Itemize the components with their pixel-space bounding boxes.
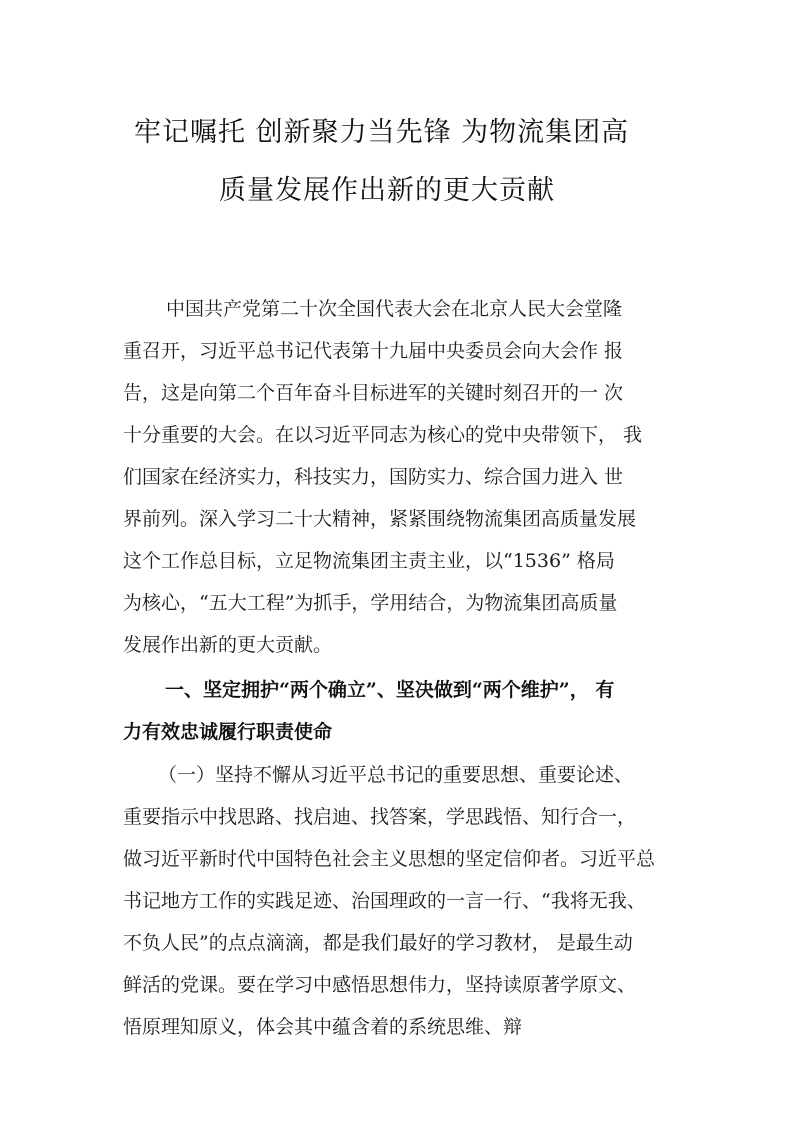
section-heading-line-2: 力有效忠诚履行职责使命 [123, 721, 333, 743]
paragraph-1-line-7: 这个工作总目标，立足物流集团主责主业，以“1536” 格局 [123, 550, 615, 572]
paragraph-1-line-9: 发展作出新的更大贡献。 [123, 634, 333, 656]
paragraph-2-line-6: 鲜活的党课。要在学习中感悟思想伟力，坚持读原著学原文、 [123, 974, 637, 996]
paragraph-2-line-7: 悟原理知原义，体会其中蕴含着的系统思维、辩 [123, 1016, 523, 1038]
document-title-line-2: 质量发展作出新的更大贡献 [219, 175, 555, 206]
paragraph-2-line-1: （一）坚持不懈从习近平总书记的重要思想、重要论述、 [158, 764, 634, 786]
paragraph-1-line-4: 十分重要的大会。在以习近平同志为核心的党中央带领下， 我 [123, 424, 643, 446]
paragraph-1-line-1: 中国共产党第二十次全国代表大会在北京人民大会堂隆 [166, 298, 623, 320]
document-title-line-1: 牢记嘱托 创新聚力当先锋 为物流集团高 [134, 117, 630, 148]
paragraph-2-line-3: 做习近平新时代中国特色社会主义思想的坚定信仰者。习近平总 [123, 848, 656, 870]
paragraph-1-line-2: 重召开，习近平总书记代表第十九届中央委员会向大会作 报 [123, 340, 624, 362]
paragraph-2-line-2: 重要指示中找思路、找启迪、找答案，学思践悟、知行合一， [123, 806, 637, 828]
paragraph-2-line-5: 不负人民”的点点滴滴，都是我们最好的学习教材， 是最生动 [123, 932, 633, 954]
section-heading-line-1: 一、坚定拥护“两个确立”、坚决做到“两个维护”， 有 [165, 679, 615, 701]
paragraph-2-line-4: 书记地方工作的实践足迹、治国理政的一言一行、“我将无我、 [123, 890, 646, 912]
paragraph-1-line-8: 为核心，“五大工程”为抓手，学用结合，为物流集团高质量 [123, 592, 618, 614]
paragraph-1-line-6: 界前列。深入学习二十大精神，紧紧围绕物流集团高质量发展 [123, 508, 637, 530]
paragraph-1-line-5: 们国家在经济实力，科技实力，国防实力、综合国力进入 世 [123, 466, 624, 488]
paragraph-1-line-3: 告，这是向第二个百年奋斗目标进军的关键时刻召开的一 次 [123, 382, 624, 404]
